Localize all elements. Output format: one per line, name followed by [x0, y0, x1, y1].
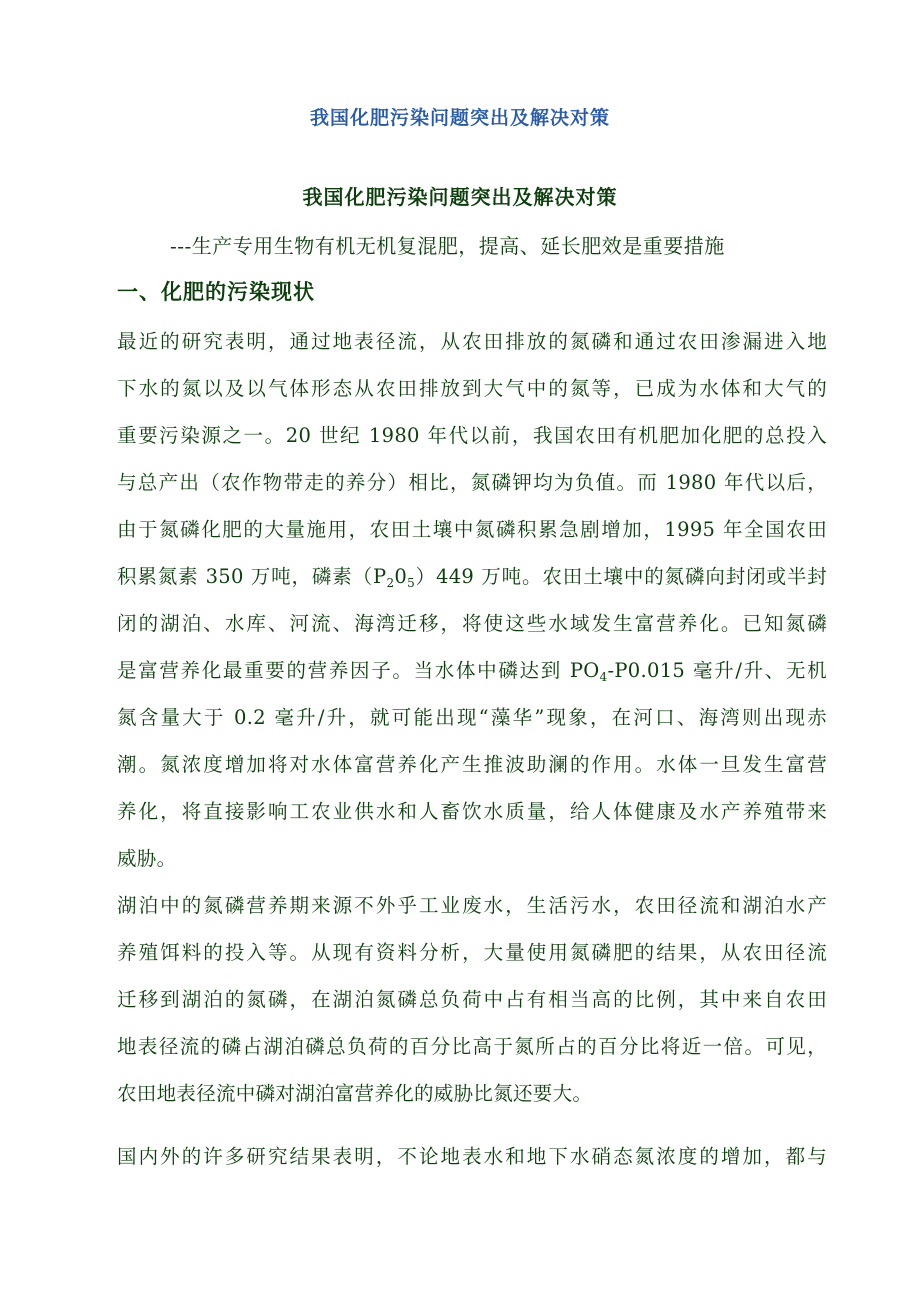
document-title: 我国化肥污染问题突出及解决对策	[302, 185, 618, 209]
paragraph-line: 养殖饵料的投入等。从现有资料分析，大量使用氮磷肥的结果，从农田径流	[117, 941, 827, 964]
line-text: 是富营养化最重要的营养因子。当水体中磷达到 PO	[117, 659, 600, 682]
paragraph-3	[117, 1133, 827, 1180]
paragraph-1	[117, 318, 827, 882]
formula-text: 0	[394, 565, 408, 588]
line-text: ）449 万吨。农田土壤中的氮磷向封闭或半封	[415, 565, 827, 588]
paragraph-line: 重要污染源之一。20 世纪 1980 年代以前，我国农田有机肥加化肥的总投入	[117, 424, 827, 447]
paragraph-line-with-formula	[117, 647, 827, 694]
paragraph-line: 威胁。	[117, 847, 177, 870]
paragraph-line: 农田地表径流中磷对湖泊富营养化的威胁比氮还要大。	[117, 1082, 593, 1105]
paragraph-line: 下水的氮以及以气体形态从农田排放到大气中的氮等，已成为水体和大气的	[117, 377, 827, 400]
header-title: 我国化肥污染问题突出及解决对策	[309, 107, 610, 129]
subscript: 5	[407, 576, 416, 590]
line-text: 积累氮素 350 万吨，磷素（P	[117, 565, 387, 588]
paragraph-line: 地表径流的磷占湖泊磷总负荷的百分比高于氮所占的百分比将近一倍。可见，	[117, 1035, 827, 1058]
section-heading: 一、化肥的污染现状	[117, 279, 315, 304]
document-subtitle: ---生产专用生物有机无机复混肥，提高、延长肥效是重要措施	[170, 234, 725, 258]
paragraph-line-with-formula	[117, 553, 827, 600]
paragraph-line: 迁移到湖泊的氮磷，在湖泊氮磷总负荷中占有相当高的比例，其中来自农田	[117, 988, 827, 1011]
paragraph-line: 由于氮磷化肥的大量施用，农田土壤中氮磷积累急剧增加，1995 年全国农田	[117, 518, 827, 541]
paragraph-line: 湖泊中的氮磷营养期来源不外乎工业废水，生活污水，农田径流和湖泊水产	[117, 894, 827, 917]
paragraph-line: 国内外的许多研究结果表明，不论地表水和地下水硝态氮浓度的增加，都与	[117, 1145, 827, 1168]
subscript: 4	[599, 670, 608, 684]
paragraph-line: 最近的研究表明，通过地表径流，从农田排放的氮磷和通过农田渗漏进入地	[117, 330, 827, 353]
subscript: 2	[386, 576, 395, 590]
paragraph-line: 潮。氮浓度增加将对水体富营养化产生推波助澜的作用。水体一旦发生富营	[117, 753, 827, 776]
line-text: -P0.015 毫升/升、无机	[607, 659, 827, 682]
paragraph-line: 养化，将直接影响工农业供水和人畜饮水质量，给人体健康及水产养殖带来	[117, 800, 827, 823]
paragraph-line: 闭的湖泊、水库、河流、海湾迁移，将使这些水域发生富营养化。已知氮磷	[117, 612, 827, 635]
paragraph-line: 氮含量大于 0.2 毫升/升，就可能出现“藻华”现象，在河口、海湾则出现赤	[117, 706, 827, 729]
paragraph-line: 与总产出（农作物带走的养分）相比，氮磷钾均为负值。而 1980 年代以后，	[117, 471, 827, 494]
paragraph-2	[117, 882, 827, 1117]
